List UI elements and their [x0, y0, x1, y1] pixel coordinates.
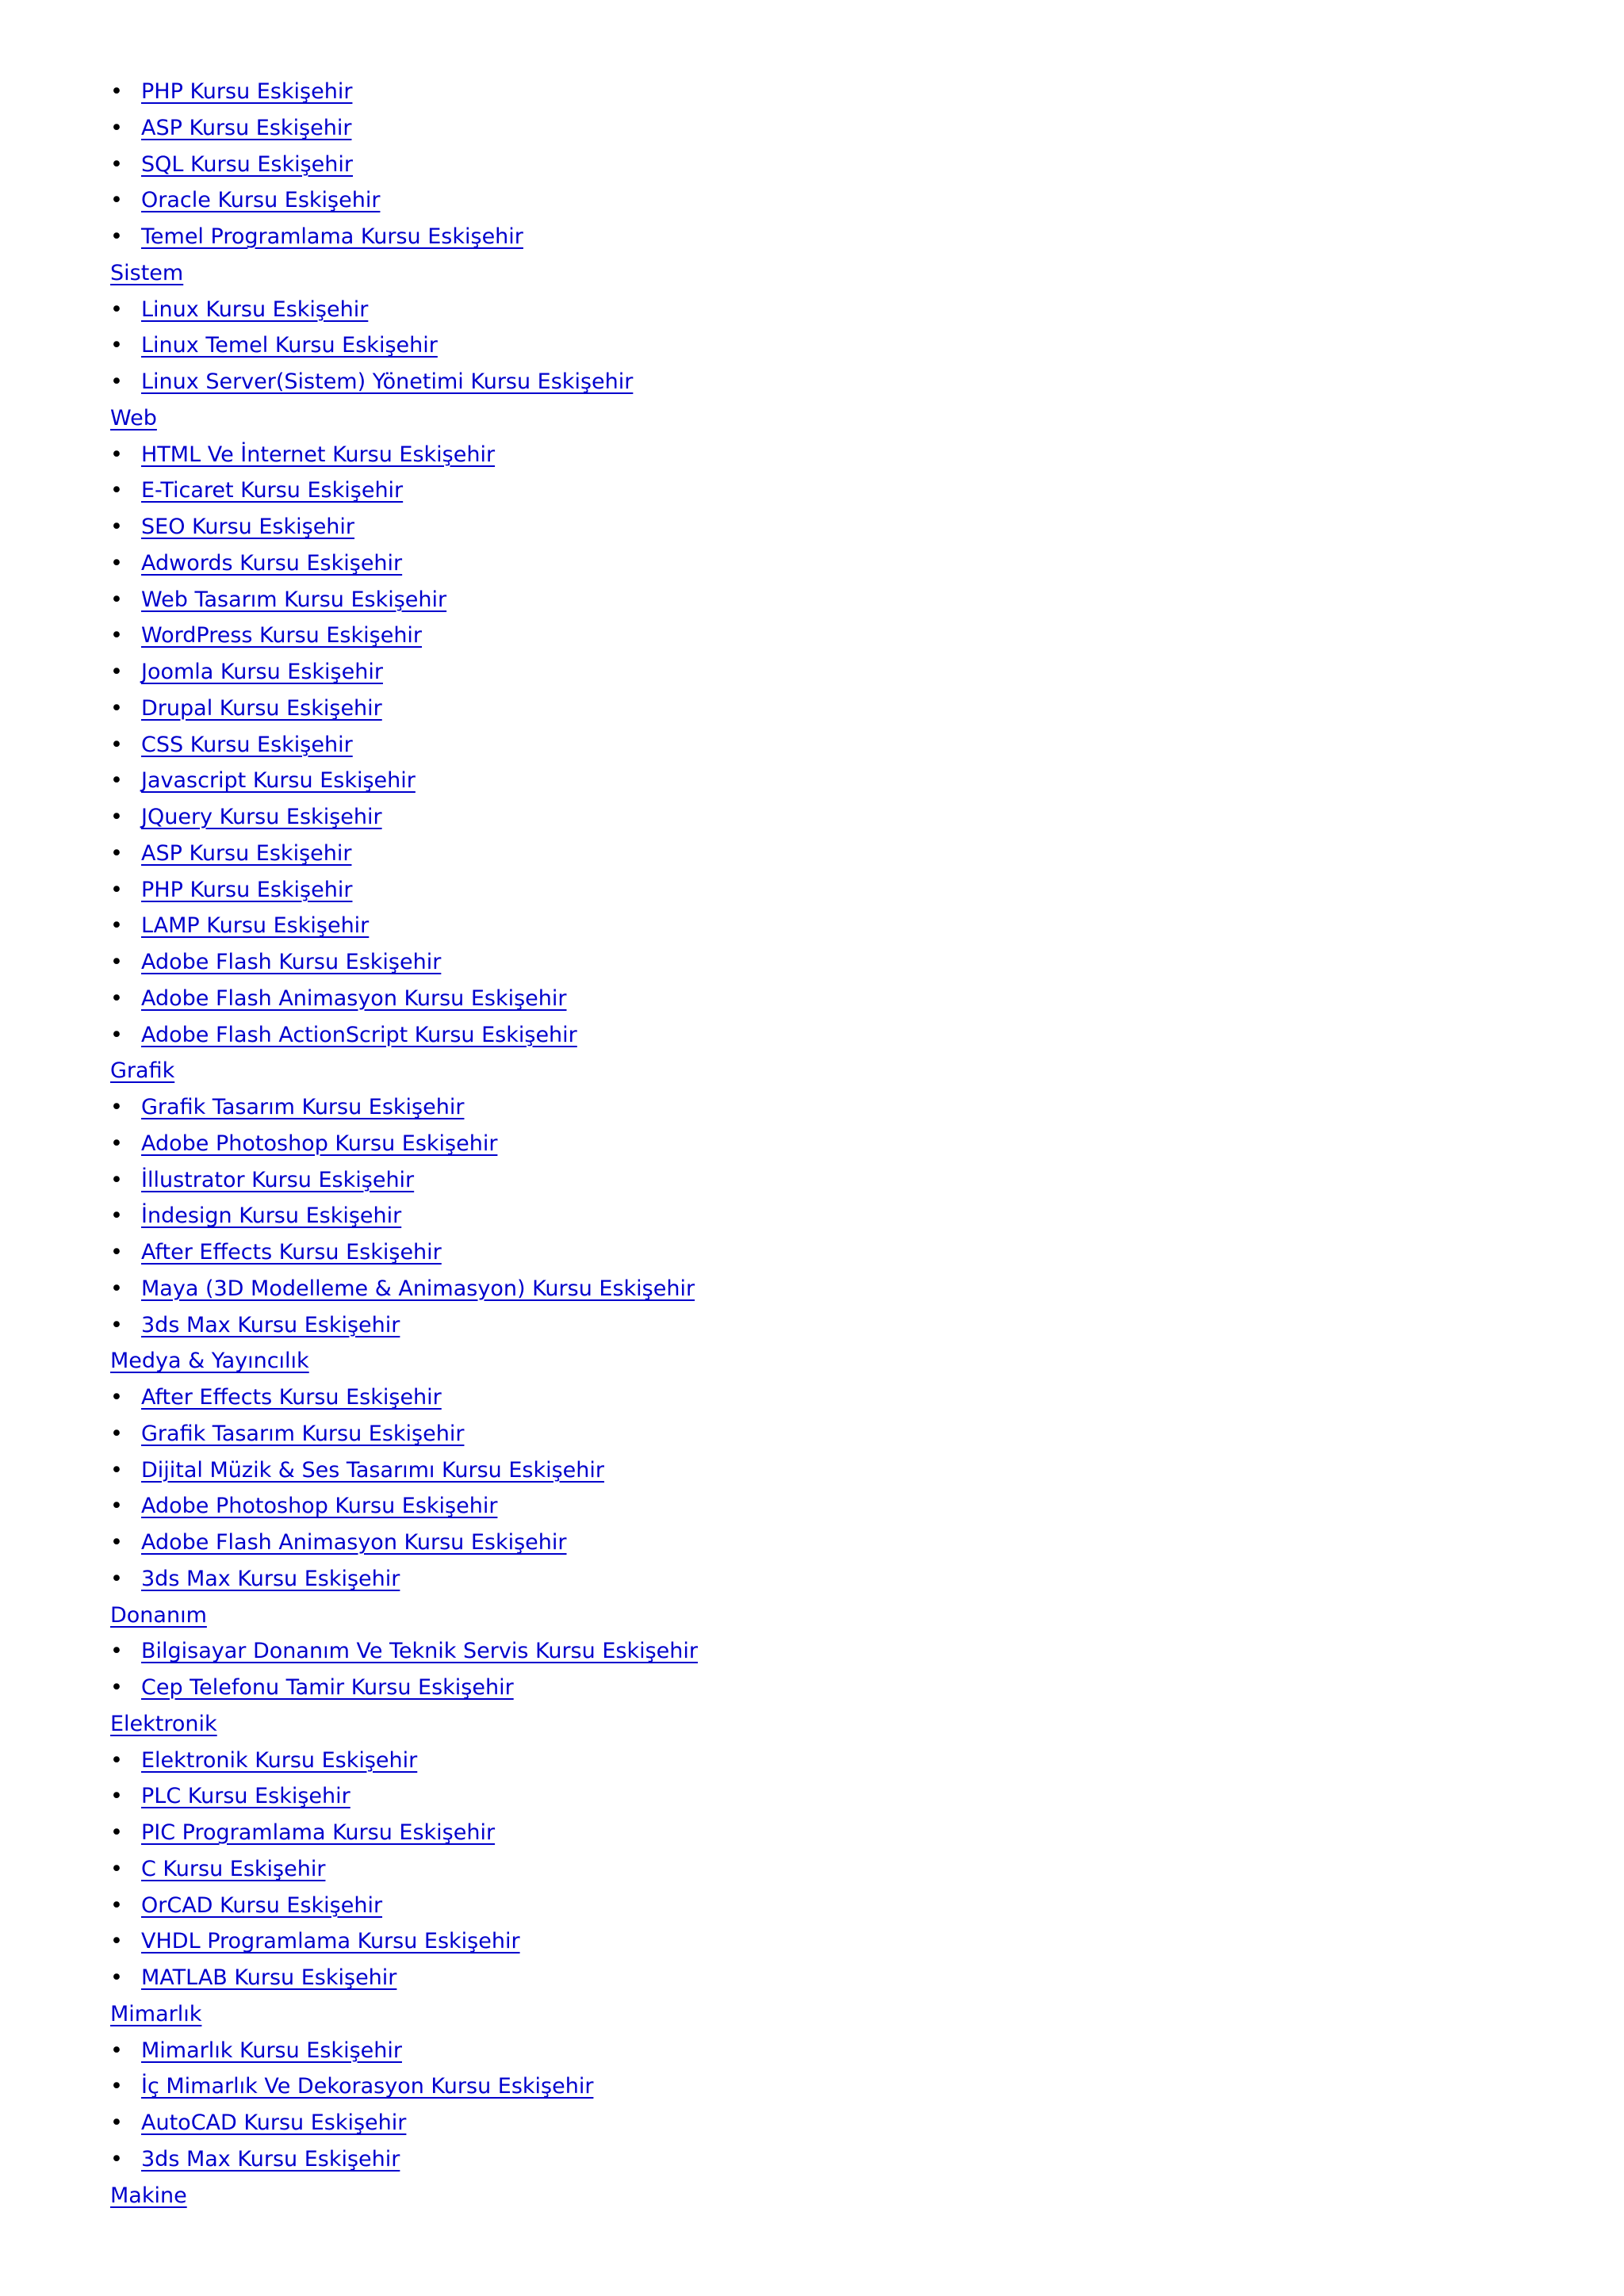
bullet-icon: • [110, 1457, 123, 1483]
course-link[interactable]: PLC Kursu Eskişehir [141, 1784, 350, 1809]
category-link[interactable]: Elektronik [110, 1711, 217, 1736]
list-item [0, 1271, 1624, 1307]
list-item [0, 1525, 1624, 1561]
course-link[interactable]: Web Tasarım Kursu Eskişehir [141, 587, 447, 612]
list-item [0, 1670, 1624, 1706]
course-link[interactable]: Grafik Tasarım Kursu Eskişehir [141, 1095, 465, 1119]
list-item [0, 1561, 1624, 1598]
course-link[interactable]: Joomla Kursu Eskişehir [141, 660, 383, 684]
bullet-icon: • [110, 913, 123, 939]
bullet-icon: • [110, 1421, 123, 1446]
list-item [0, 944, 1624, 981]
list-item [0, 1778, 1624, 1815]
list-item [0, 1126, 1624, 1162]
list-item [0, 1960, 1624, 1996]
bullet-icon: • [110, 1965, 123, 1990]
category-heading [0, 1706, 1624, 1743]
course-link[interactable]: Dijital Müzik & Ses Tasarımı Kursu Eskişehir [141, 1457, 605, 1483]
list-item [0, 1923, 1624, 1960]
list-item [0, 582, 1624, 618]
category-link[interactable]: Mimarlık [110, 2001, 202, 2026]
course-link[interactable]: CSS Kursu Eskişehir [141, 732, 353, 757]
bullet-icon: • [110, 224, 123, 249]
course-link[interactable]: Linux Kursu Eskişehir [141, 297, 369, 322]
list-item [0, 1307, 1624, 1344]
list-item [0, 74, 1624, 110]
list-item [0, 219, 1624, 255]
course-link[interactable]: Elektronik Kursu Eskişehir [141, 1747, 418, 1773]
course-link[interactable]: Mimarlık Kursu Eskişehir [141, 2038, 402, 2063]
bullet-icon: • [110, 1530, 123, 1555]
list-item [0, 691, 1624, 727]
course-link[interactable]: Cep Telefonu Tamir Kursu Eskişehir [141, 1675, 514, 1700]
list-item [0, 147, 1624, 183]
bullet-icon: • [110, 840, 123, 866]
list-item [0, 1017, 1624, 1054]
bullet-icon: • [110, 950, 123, 974]
bullet-icon: • [110, 805, 123, 829]
bullet-icon: • [110, 478, 123, 503]
list-item [0, 327, 1624, 364]
course-link[interactable]: Adobe Photoshop Kursu Eskişehir [141, 1494, 498, 1519]
course-link[interactable]: SEO Kursu Eskişehir [141, 515, 355, 539]
course-link[interactable]: Adobe Flash Animasyon Kursu Eskişehir [141, 985, 567, 1011]
category-link[interactable]: Makine [110, 2183, 187, 2208]
bullet-icon: • [110, 1494, 123, 1519]
bullet-icon: • [110, 1566, 123, 1591]
course-link[interactable]: VHDL Programlama Kursu Eskişehir [141, 1929, 520, 1954]
list-item [0, 473, 1624, 509]
bullet-icon: • [110, 1784, 123, 1809]
category-heading [0, 2178, 1624, 2214]
course-link[interactable]: Adobe Photoshop Kursu Eskişehir [141, 1131, 498, 1156]
course-link[interactable]: PIC Programlama Kursu Eskişehir [141, 1820, 496, 1845]
course-link[interactable]: 3ds Max Kursu Eskişehir [141, 1566, 400, 1591]
course-link[interactable]: Oracle Kursu Eskişehir [141, 188, 381, 213]
course-link[interactable]: Drupal Kursu Eskişehir [141, 695, 382, 721]
course-link[interactable]: ASP Kursu Eskişehir [141, 115, 352, 140]
list-item [0, 509, 1624, 545]
list-item [0, 364, 1624, 400]
bullet-icon: • [110, 1856, 123, 1881]
bullet-icon: • [110, 515, 123, 539]
category-heading [0, 1053, 1624, 1089]
bullet-icon: • [110, 587, 123, 612]
course-link[interactable]: Linux Temel Kursu Eskişehir [141, 333, 438, 358]
category-link[interactable]: Grafik [110, 1058, 175, 1084]
list-item [0, 799, 1624, 836]
course-link[interactable]: Bilgisayar Donanım Ve Teknik Servis Kursu Eskişehir [141, 1639, 698, 1664]
bullet-icon: • [110, 877, 123, 902]
bullet-icon: • [110, 1240, 123, 1265]
bullet-icon: • [110, 1312, 123, 1337]
course-link[interactable]: LAMP Kursu Eskişehir [141, 913, 370, 939]
list-item [0, 292, 1624, 328]
category-link[interactable]: Medya & Yayıncılık [110, 1349, 309, 1374]
bullet-icon: • [110, 732, 123, 757]
category-heading [0, 1343, 1624, 1380]
bullet-icon: • [110, 1022, 123, 1047]
list-item [0, 1743, 1624, 1779]
bullet-icon: • [110, 1276, 123, 1301]
bullet-icon: • [110, 1675, 123, 1700]
bullet-icon: • [110, 1929, 123, 1954]
category-link[interactable]: Sistem [110, 260, 184, 285]
bullet-icon: • [110, 768, 123, 794]
bullet-icon: • [110, 115, 123, 140]
bullet-icon: • [110, 369, 123, 394]
category-link[interactable]: Donanım [110, 1602, 207, 1628]
list-item [0, 1380, 1624, 1416]
list-item [0, 110, 1624, 147]
course-link[interactable]: PHP Kursu Eskişehir [141, 79, 353, 104]
list-item [0, 2033, 1624, 2069]
bullet-icon: • [110, 333, 123, 358]
bullet-icon: • [110, 2110, 123, 2135]
bullet-icon: • [110, 442, 123, 467]
course-link[interactable]: WordPress Kursu Eskişehir [141, 623, 423, 649]
bullet-icon: • [110, 1095, 123, 1119]
list-item [0, 545, 1624, 582]
course-link[interactable]: ASP Kursu Eskişehir [141, 840, 352, 866]
course-link[interactable]: İç Mimarlık Ve Dekorasyon Kursu Eskişehir [141, 2074, 594, 2099]
course-link[interactable]: HTML Ve İnternet Kursu Eskişehir [141, 442, 496, 467]
list-item [0, 618, 1624, 654]
bullet-icon: • [110, 1385, 123, 1410]
bullet-icon: • [110, 1639, 123, 1664]
course-link[interactable]: Adwords Kursu Eskişehir [141, 550, 403, 576]
bullet-icon: • [110, 1820, 123, 1845]
bullet-icon: • [110, 1131, 123, 1156]
course-link[interactable]: İndesign Kursu Eskişehir [141, 1203, 402, 1229]
bullet-icon: • [110, 151, 123, 177]
list-item [0, 908, 1624, 944]
course-link[interactable]: After Effects Kursu Eskişehir [141, 1240, 442, 1265]
list-item [0, 1162, 1624, 1199]
bullet-icon: • [110, 660, 123, 684]
bullet-icon: • [110, 2074, 123, 2099]
category-heading [0, 400, 1624, 437]
list-item [0, 1198, 1624, 1234]
course-link[interactable]: PHP Kursu Eskişehir [141, 877, 353, 902]
list-item [0, 2141, 1624, 2178]
bullet-icon: • [110, 1167, 123, 1192]
course-link[interactable]: OrCAD Kursu Eskişehir [141, 1892, 383, 1918]
bullet-icon: • [110, 1747, 123, 1773]
bullet-icon: • [110, 1203, 123, 1229]
bullet-icon: • [110, 623, 123, 649]
course-link[interactable]: MATLAB Kursu Eskişehir [141, 1965, 397, 1990]
list-item [0, 2105, 1624, 2141]
list-item [0, 437, 1624, 473]
bullet-icon: • [110, 297, 123, 322]
course-link[interactable]: After Effects Kursu Eskişehir [141, 1385, 442, 1410]
course-link[interactable]: 3ds Max Kursu Eskişehir [141, 1312, 400, 1337]
list-item [0, 763, 1624, 799]
list-item [0, 1633, 1624, 1670]
course-link[interactable]: JQuery Kursu Eskişehir [141, 805, 382, 829]
list-item [0, 182, 1624, 219]
category-heading [0, 1996, 1624, 2033]
course-link[interactable]: Linux Server(Sistem) Yönetimi Kursu Eskişehir [141, 369, 634, 394]
course-link[interactable]: Grafik Tasarım Kursu Eskişehir [141, 1421, 465, 1446]
course-link[interactable]: Adobe Flash Animasyon Kursu Eskişehir [141, 1530, 567, 1555]
course-link[interactable]: Javascript Kursu Eskişehir [141, 768, 416, 794]
category-heading [0, 1598, 1624, 1634]
bullet-icon: • [110, 2146, 123, 2172]
list-item [0, 654, 1624, 691]
course-link[interactable]: Temel Programlama Kursu Eskişehir [141, 224, 523, 249]
course-link[interactable]: Maya (3D Modelleme & Animasyon) Kursu Eskişehir [141, 1276, 695, 1301]
list-item [0, 1851, 1624, 1888]
course-link[interactable]: Adobe Flash Kursu Eskişehir [141, 950, 442, 974]
course-link[interactable]: AutoCAD Kursu Eskişehir [141, 2110, 407, 2135]
course-link[interactable]: E-Ticaret Kursu Eskişehir [141, 478, 404, 503]
bullet-icon: • [110, 1892, 123, 1918]
list-item [0, 836, 1624, 872]
bullet-icon: • [110, 985, 123, 1011]
list-item [0, 1888, 1624, 1924]
bullet-icon: • [110, 550, 123, 576]
list-item [0, 1416, 1624, 1452]
category-heading [0, 255, 1624, 292]
course-link[interactable]: Adobe Flash ActionScript Kursu Eskişehir [141, 1022, 577, 1047]
list-item [0, 2068, 1624, 2105]
list-item [0, 1089, 1624, 1126]
course-link[interactable]: İllustrator Kursu Eskişehir [141, 1167, 415, 1192]
list-item [0, 872, 1624, 909]
category-link[interactable]: Web [110, 405, 157, 430]
course-link[interactable]: 3ds Max Kursu Eskişehir [141, 2146, 400, 2172]
list-item [0, 727, 1624, 763]
list-item [0, 1815, 1624, 1851]
bullet-icon: • [110, 2038, 123, 2063]
list-item [0, 1452, 1624, 1489]
bullet-icon: • [110, 188, 123, 213]
list-item [0, 1488, 1624, 1525]
list-item [0, 1234, 1624, 1271]
bullet-icon: • [110, 79, 123, 104]
course-link[interactable]: SQL Kursu Eskişehir [141, 151, 354, 177]
bullet-icon: • [110, 695, 123, 721]
course-link[interactable]: C Kursu Eskişehir [141, 1856, 326, 1881]
list-item [0, 981, 1624, 1017]
